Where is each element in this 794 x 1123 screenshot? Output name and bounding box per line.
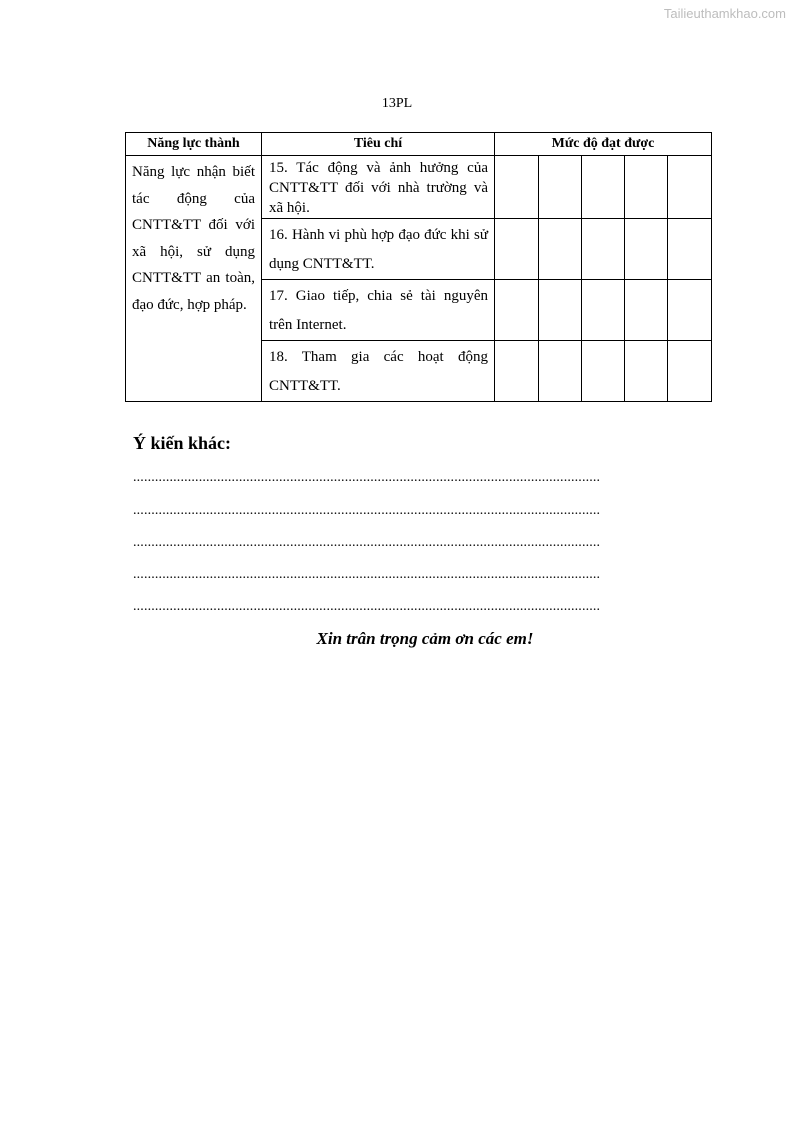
header-competency: Năng lực thành xyxy=(126,133,262,156)
level-cell[interactable] xyxy=(625,341,668,402)
level-cell[interactable] xyxy=(582,219,625,280)
opinion-line[interactable]: ................................................................................................................................ xyxy=(133,470,601,485)
level-cell[interactable] xyxy=(539,156,582,219)
level-cell[interactable] xyxy=(582,280,625,341)
level-cell[interactable] xyxy=(539,280,582,341)
opinion-line[interactable]: ................................................................................................................................ xyxy=(133,599,601,614)
table-row xyxy=(126,156,712,219)
table-header-row xyxy=(126,133,712,156)
level-cell[interactable] xyxy=(668,280,712,341)
level-cell[interactable] xyxy=(582,156,625,219)
level-cell[interactable] xyxy=(495,341,539,402)
level-cell[interactable] xyxy=(495,156,539,219)
opinion-line[interactable]: ................................................................................................................................ xyxy=(133,567,601,582)
level-cell[interactable] xyxy=(539,341,582,402)
criterion-cell: 16. Hành vi phù hợp đạo đức khi sử dụng CNTT&TT. xyxy=(262,219,495,280)
page-number: 13PL xyxy=(381,96,413,111)
header-achievement-level: Mức độ đạt được xyxy=(495,133,712,156)
assessment-table xyxy=(125,132,712,402)
criterion-cell: 15. Tác động và ảnh hưởng của CNTT&TT đối với nhà trường và xã hội. xyxy=(262,156,495,219)
level-cell[interactable] xyxy=(495,280,539,341)
opinion-line[interactable]: ................................................................................................................................ xyxy=(133,503,601,518)
level-cell[interactable] xyxy=(495,219,539,280)
header-criteria: Tiêu chí xyxy=(262,133,495,156)
other-opinions-title: Ý kiến khác: xyxy=(133,433,232,453)
level-cell[interactable] xyxy=(582,341,625,402)
criterion-cell: 17. Giao tiếp, chia sẻ tài nguyên trên Internet. xyxy=(262,280,495,341)
watermark: Tailieuthamkhao.com xyxy=(663,6,786,21)
level-cell[interactable] xyxy=(625,280,668,341)
criterion-cell: 18. Tham gia các hoạt động CNTT&TT. xyxy=(262,341,495,402)
level-cell[interactable] xyxy=(668,219,712,280)
opinion-line[interactable]: ................................................................................................................................ xyxy=(133,535,601,550)
level-cell[interactable] xyxy=(625,156,668,219)
level-cell[interactable] xyxy=(668,341,712,402)
closing-message: Xin trân trọng cảm ơn các em! xyxy=(316,629,534,648)
competency-cell: Năng lực nhận biết tác động của CNTT&TT đối với xã hội, sử dụng CNTT&TT an toàn, đạo đức, hợp pháp. xyxy=(126,156,262,402)
level-cell[interactable] xyxy=(668,156,712,219)
level-cell[interactable] xyxy=(625,219,668,280)
level-cell[interactable] xyxy=(539,219,582,280)
